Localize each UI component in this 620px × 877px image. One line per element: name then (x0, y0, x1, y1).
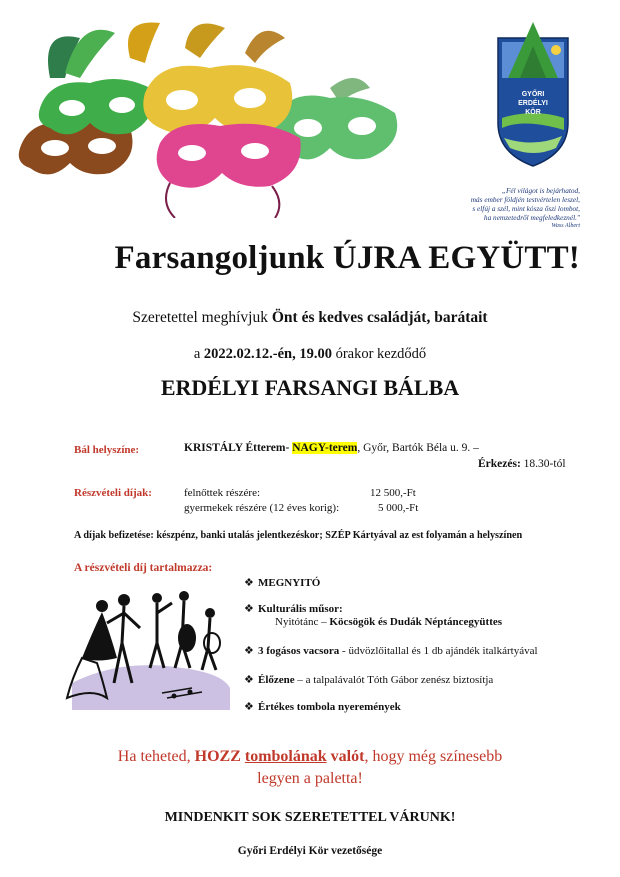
crest-text-2: ERDÉLYI (518, 100, 548, 107)
bullet-icon: ❖ (244, 674, 254, 686)
bullet-icon: ❖ (244, 645, 254, 657)
bullet-icon: ❖ (244, 603, 254, 615)
program-item-4-bold: Élőzene (258, 674, 295, 686)
fee-row-child-who: gyermekek részére (12 éves korig): (184, 502, 340, 514)
payment-info: A díjak befizetése: készpénz, banki utalás jelentkezéskor; SZÉP Kártyával az est folyamán a helyszínen (74, 530, 523, 541)
final-message: MINDENKIT SOK SZERETETTEL VÁRUNK! (164, 810, 456, 825)
event-name: ERDÉLYI FARSANGI BÁLBA (160, 375, 460, 400)
program-item-2-sub-bold: Köcsögök és Dudák Néptáncegyüttes (329, 616, 503, 628)
program-item-2-sub (275, 616, 502, 628)
arrival-line (478, 458, 566, 470)
wass-albert-quote (420, 186, 580, 231)
quote-line: „Fél világot is bejárhatod, (501, 186, 580, 195)
program-item-2-text: Kulturális műsor: (258, 603, 343, 615)
program-item-1-text: MEGNYITÓ (258, 577, 321, 589)
arrival-label: Érkezés: (478, 458, 521, 470)
quote-line: s elfúj a szél, mint kósza őszi lombot, (472, 204, 580, 213)
bullet-icon: ❖ (244, 701, 254, 713)
closing-message (0, 746, 620, 790)
program-item-4-rest: – a talpalávalót Tóth Gábor zenész biztosítja (294, 674, 494, 686)
crest-text-1: GYŐRI (521, 91, 545, 98)
closing-p5: , hogy még színesebb (364, 748, 503, 765)
folk-dancers-illustration (62, 588, 232, 710)
fees-label: Részvételi díjak: (74, 487, 152, 499)
venue-name: KRISTÁLY Étterem- (184, 442, 293, 454)
crest-text-3: KÖR (525, 109, 541, 116)
date-line (0, 346, 620, 363)
page-title: Farsangoljunk ÚJRA EGYÜTT! (114, 240, 580, 276)
invitation-line (0, 309, 620, 327)
closing-p3: tombolának (244, 748, 327, 765)
date-suffix: órakor kezdődő (331, 346, 427, 362)
fee-row-adult-amount: 12 500,-Ft (370, 487, 416, 499)
program-item-5-text: Értékes tombola nyeremények (258, 701, 401, 713)
invitation-prefix: Szeretettel meghívjuk (132, 309, 272, 326)
quote-line: ha nemzetedről megfeledkeznél." (483, 213, 580, 222)
closing-p1: Ha teheted, (117, 748, 195, 765)
signature: Győri Erdélyi Kör vezetősége (237, 845, 383, 857)
invitation-bold: Önt és kedves családját, barátait (271, 309, 488, 326)
venue-hall: NAGY-terem (292, 442, 358, 454)
program-item-3-rest: - üdvözlőitallal és 1 db ajándék italkártyával (339, 645, 538, 657)
quote-line: más ember földjén testvértelen leszel, (470, 195, 580, 204)
closing-p6: legyen a paletta! (257, 770, 363, 787)
closing-p2: HOZZ (194, 748, 245, 765)
fee-row-adult-who: felnőttek részére: (184, 487, 261, 499)
venue-line (184, 442, 479, 454)
program-item-3 (244, 644, 538, 657)
program-item-5 (244, 700, 401, 713)
program-item-1 (244, 576, 320, 589)
includes-label: A részvételi díj tartalmazza: (74, 562, 213, 574)
carnival-masks-illustration (10, 18, 410, 218)
program-item-4 (244, 673, 493, 686)
program-item-2 (244, 602, 343, 615)
program-item-2-sub-prefix: Nyitótánc – (275, 616, 330, 628)
bullet-icon: ❖ (244, 577, 254, 589)
closing-p4: valót (326, 748, 365, 765)
gyori-erdelyi-kor-crest (494, 18, 572, 168)
date-prefix: a (193, 346, 204, 362)
arrival-time: 18.30-tól (520, 458, 566, 470)
fee-row-child-amount: 5 000,-Ft (378, 502, 419, 514)
venue-address: , Győr, Bartók Béla u. 9. – (357, 442, 479, 454)
quote-author: Wass Albert (551, 223, 580, 229)
event-date: 2022.02.12.-én, 19.00 (203, 346, 332, 362)
venue-label: Bál helyszíne: (74, 444, 140, 456)
program-item-3-bold: 3 fogásos vacsora (258, 645, 340, 657)
